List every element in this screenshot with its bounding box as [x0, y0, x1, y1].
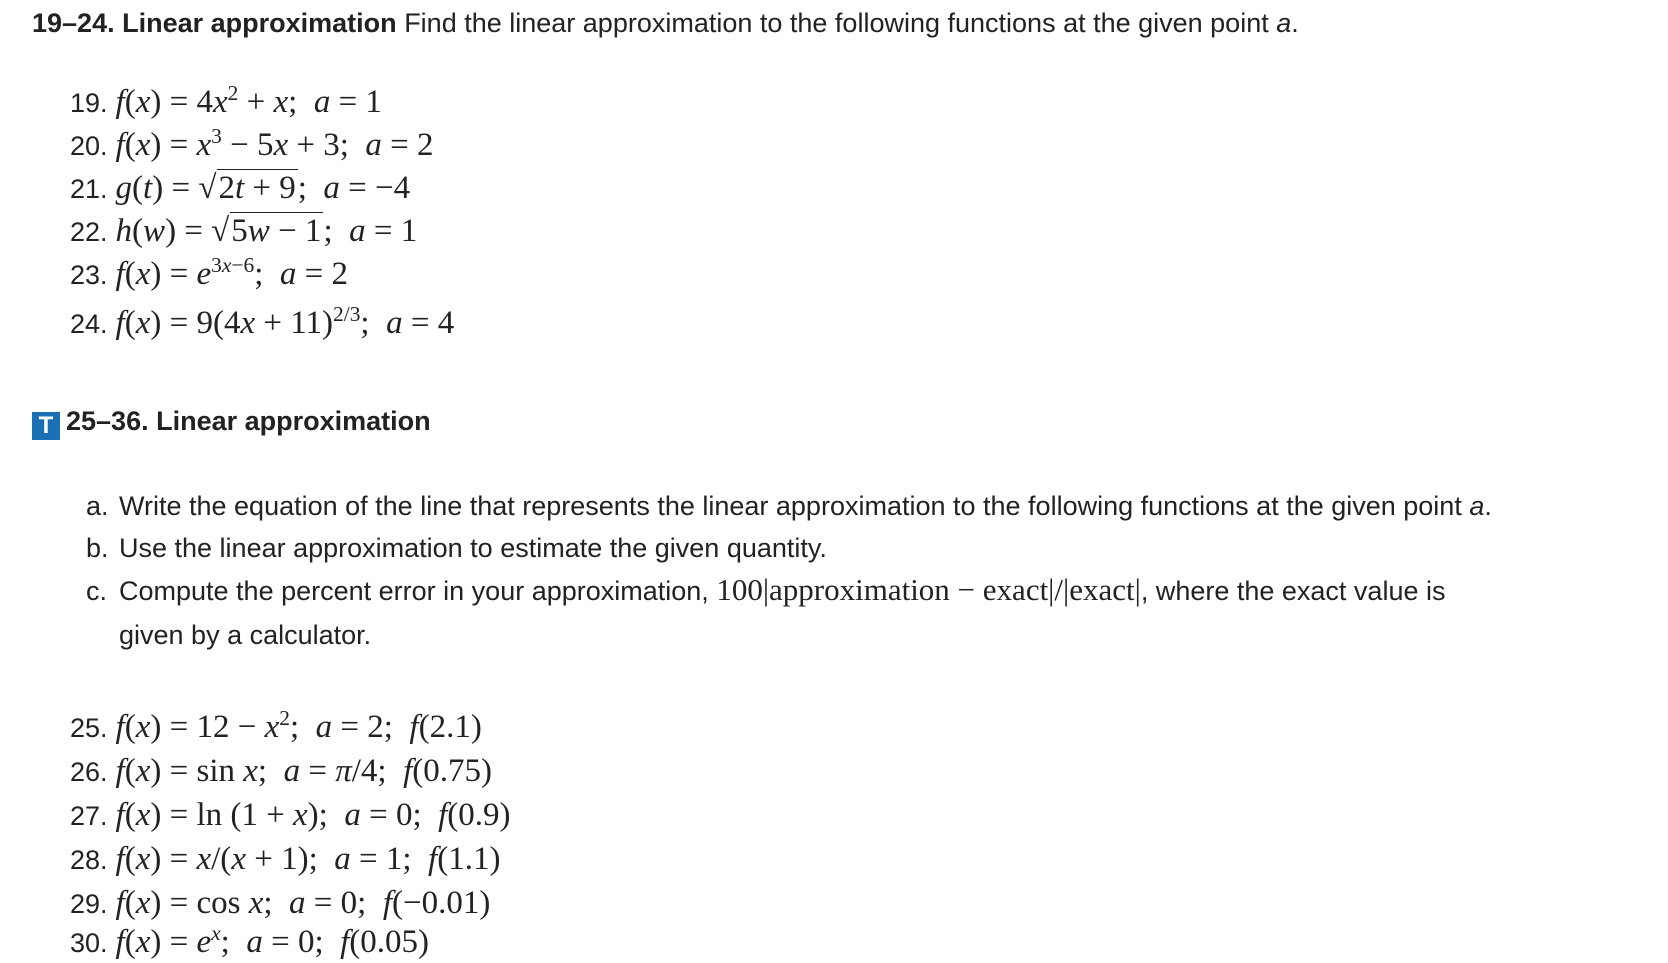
- problem-formula: $f(x) = e^x$; a = 0; f(0.05): [115, 921, 430, 960]
- problem-20: [70, 125, 434, 166]
- problem-number: 21.: [70, 174, 108, 204]
- section-title: 25–36. Linear approximation: [66, 406, 431, 436]
- problem-21: [70, 168, 410, 209]
- problem-formula: $f(x) = e^{3x-6}$; a = 2: [115, 253, 348, 292]
- step-c: c. Compute the percent error in your approximation, 100|approximation − exact|/|exact|, where the exact value is: [86, 571, 1445, 610]
- problem-formula: f(x) = sin x; a = π/4; f(0.75): [115, 753, 492, 789]
- problem-24: [70, 303, 454, 344]
- step-label: a.: [86, 491, 109, 521]
- technology-badge-icon: T: [32, 412, 60, 440]
- step-label: c.: [86, 576, 108, 606]
- section-heading-19-24: 19–24. Linear approximation Find the linear approximation to the following functions at the given point a.: [32, 8, 1299, 38]
- section-heading-25-36: [32, 402, 431, 440]
- problem-formula: $f(x) = 4x^2 + x$; a = 1: [115, 81, 382, 120]
- problem-number: 22.: [70, 217, 108, 247]
- problem-formula: g(t) = √2t + 9; a = −4: [115, 170, 411, 206]
- step-text: Compute the percent error in your approximation,: [119, 576, 709, 606]
- problem-29: [70, 883, 490, 924]
- problem-formula: f(x) = cos x; a = 0; f(−0.01): [115, 885, 491, 921]
- problem-number: 19.: [70, 88, 108, 118]
- problem-number: 26.: [70, 757, 108, 787]
- problem-formula: f(x) = ln (1 + x); a = 0; f(0.9): [115, 797, 511, 833]
- problem-formula: f(x) = x/(x + 1); a = 1; f(1.1): [115, 841, 501, 877]
- problem-number: 25.: [70, 713, 108, 743]
- section-instruction: Find the linear approximation to the following functions at the given point: [404, 8, 1269, 38]
- step-b: [86, 529, 827, 567]
- percent-error-formula: 100|approximation − exact|/|exact|: [716, 572, 1141, 607]
- problem-25: [70, 707, 482, 748]
- problem-number: 20.: [70, 131, 108, 161]
- problem-number: 27.: [70, 801, 108, 831]
- problem-number: 24.: [70, 309, 108, 339]
- problem-formula: $f(x) = 12 - x^2$; a = 2; f(2.1): [115, 706, 482, 745]
- problem-28: [70, 839, 500, 880]
- problem-19: [70, 82, 382, 123]
- problem-formula: $f(x) = 9(4x + 11)^{2/3}$; a = 4: [115, 302, 455, 341]
- problem-formula: h(w) = √5w − 1; a = 1: [115, 213, 418, 249]
- problem-23: [70, 254, 348, 295]
- problem-22: [70, 211, 417, 252]
- problem-27: [70, 795, 511, 836]
- problem-26: [70, 751, 492, 792]
- problem-number: 28.: [70, 845, 108, 875]
- section-range: 19–24.: [32, 8, 115, 38]
- step-c-continuation: given by a calculator.: [119, 620, 372, 650]
- problem-number: 30.: [70, 928, 108, 958]
- section-title: Linear approximation: [122, 8, 397, 38]
- step-text: Write the equation of the line that represents the linear approximation to the following functions at the given point: [119, 491, 1462, 521]
- step-text: Use the linear approximation to estimate the given quantity.: [119, 533, 827, 563]
- problem-30: [70, 922, 429, 963]
- step-a: a. Write the equation of the line that represents the linear approximation to the following functions at the given point a.: [86, 487, 1492, 525]
- step-label: b.: [86, 533, 109, 563]
- point-variable: a: [1276, 8, 1292, 38]
- problem-formula: $f(x) = x^3 - 5x + 3$; a = 2: [115, 124, 434, 163]
- problem-number: 29.: [70, 889, 108, 919]
- problem-number: 23.: [70, 260, 108, 290]
